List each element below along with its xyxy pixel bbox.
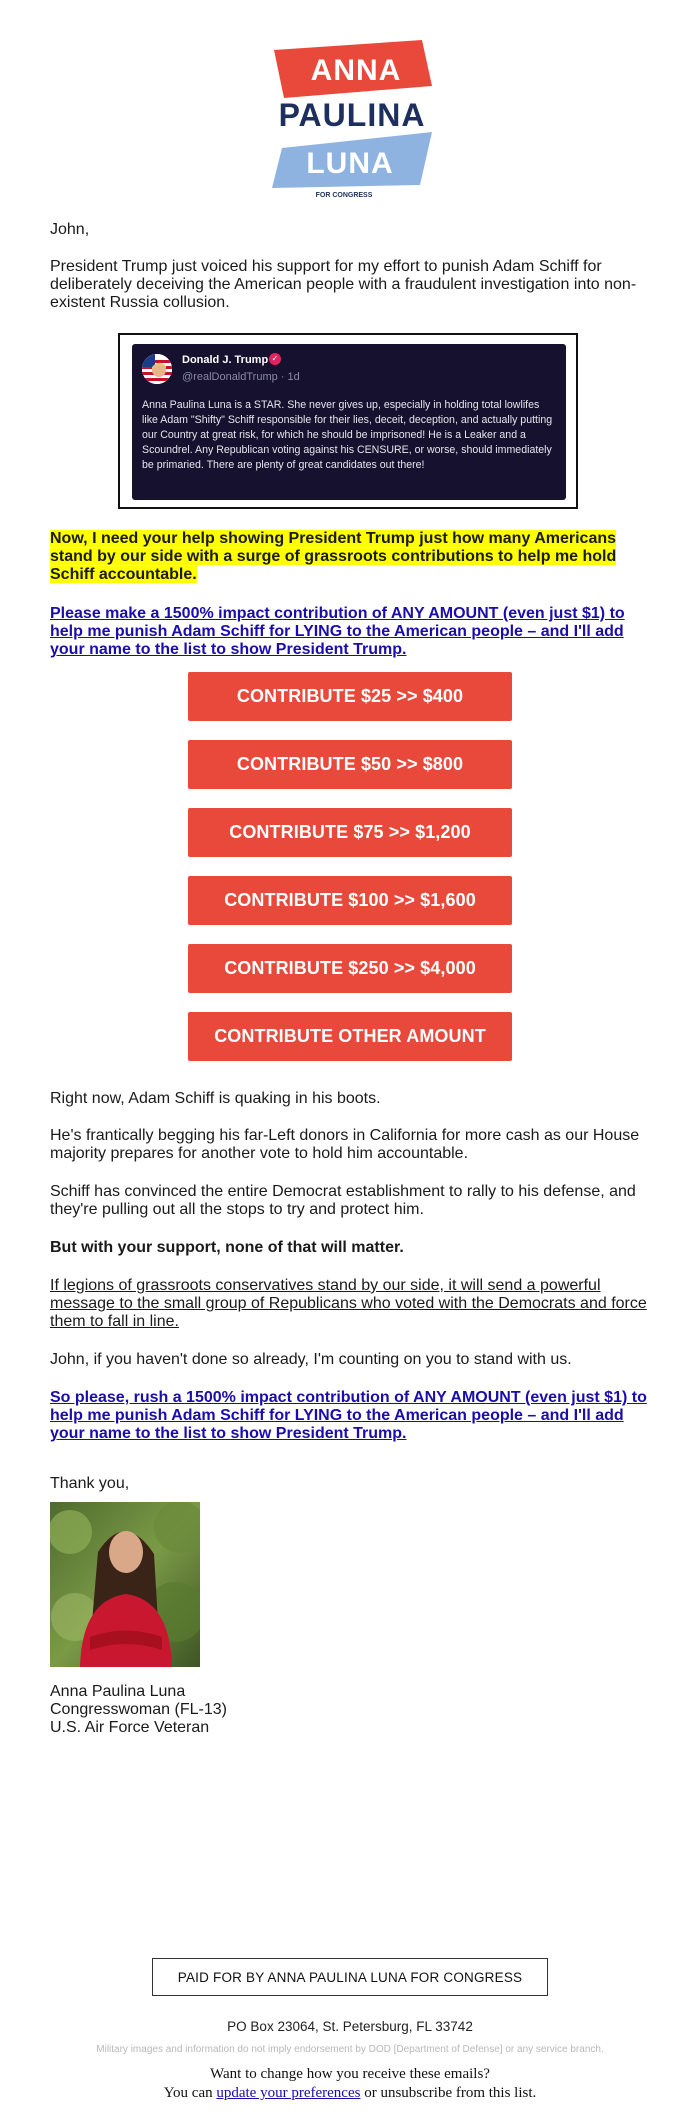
signature-role: U.S. Air Force Veteran [50,1719,210,1736]
footer-you-can: You can [163,2085,213,2101]
logo-sub: FOR CONGRESS [315,192,373,198]
update-preferences-link[interactable]: update your preferences [216,2085,361,2101]
logo-line3: LUNA [306,147,394,180]
paragraph-support: But with your support, none of that will matter. [50,1239,404,1256]
footer-preferences-line [0,2085,700,2102]
footer-address: PO Box 23064, St. Petersburg, FL 33742 [227,2019,473,2034]
tweet-avatar [142,354,172,384]
contribute-75-button[interactable]: CONTRIBUTE $75 >> $1,200 [188,808,512,857]
tweet-card [132,344,566,500]
thank-you: Thank you, [50,1475,130,1492]
campaign-logo [272,40,432,198]
paragraph-legions: If legions of grassroots conservatives stand by our side, it will send a powerful message to the small group of Republicans who voted with the Democrats and force them to fall in line. [50,1277,647,1330]
unsubscribe-text[interactable]: or unsubscribe from this list. [364,2085,537,2101]
highlight-text: Now, I need your help showing President Trump just how many Americans stand by our side with a surge of grassroots contributions to help me hold Schiff accountable. [50,530,617,583]
contribute-100-button[interactable]: CONTRIBUTE $100 >> $1,600 [188,876,512,925]
logo-line1: ANNA [310,54,402,87]
contribution-link-2[interactable]: So please, rush a 1500% impact contribution of ANY AMOUNT (even just $1) to help me punish Adam Schiff for LYING to the American people – and I'll add your name to the list to show President Trump. [50,1389,647,1442]
tweet-handle: @realDonaldTrump · 1d [182,371,300,383]
footer-military-disclaimer: Military images and information do not imply endorsement by DOD [Department of Defense] or any service branch. [96,2044,604,2055]
contribute-50-button[interactable]: CONTRIBUTE $50 >> $800 [188,740,512,789]
contribute-25-button[interactable]: CONTRIBUTE $25 >> $400 [188,672,512,721]
paid-for-disclaimer: PAID FOR BY ANNA PAULINA LUNA FOR CONGRESS [152,1958,548,1996]
paragraph-quaking: Right now, Adam Schiff is quaking in his boots. [50,1090,381,1107]
contribute-other-button[interactable]: CONTRIBUTE OTHER AMOUNT [188,1012,512,1061]
footer-change-line: Want to change how you receive these emails? [210,2066,490,2082]
signature-name: Anna Paulina Luna [50,1683,186,1700]
trump-avatar-icon [142,354,172,384]
logo-line2: PAULINA [278,97,426,133]
intro-paragraph: President Trump just voiced his support for my effort to punish Adam Schiff for deliberately deceiving the American people with a fraudulent investigation into non-existent Russia collusion. [50,258,637,311]
paragraph-establishment: Schiff has convinced the entire Democrat establishment to rally to his defense, and they're pulling out all the stops to try and protect him. [50,1183,636,1218]
contribute-250-button[interactable]: CONTRIBUTE $250 >> $4,000 [188,944,512,993]
candidate-portrait [50,1502,200,1667]
signature-title: Congresswoman (FL-13) [50,1701,227,1718]
paragraph-begging: He's frantically begging his far-Left donors in California for more cash as our House majority prepares for another vote to hold him accountable. [50,1127,640,1162]
tweet-body: Anna Paulina Luna is a STAR. She never gives up, especially in holding total lowlifes like Adam "Shifty" Schiff responsible for their lies, deceit, deception, and actually putting our Country at great risk, for which he should be imprisoned! He is a Leaker and a Scoundrel. Any Republican voting against his CENSURE, or worse, should immediately be primaried. There are plenty of great candidates out there! [142,399,553,471]
contribution-link-1[interactable]: Please make a 1500% impact contribution of ANY AMOUNT (even just $1) to help me punish Adam Schiff for LYING to the American people – and I'll add your name to the list to show President Trump. [50,605,625,658]
highlight-paragraph [50,530,630,584]
paragraph-counting: John, if you haven't done so already, I'm counting on you to stand with us. [50,1351,572,1368]
tweet-author-name: Donald J. Trump [182,354,269,366]
candidate-photo [50,1502,200,1667]
greeting: John, [50,221,90,238]
verified-badge-icon: ✓ [269,353,281,365]
